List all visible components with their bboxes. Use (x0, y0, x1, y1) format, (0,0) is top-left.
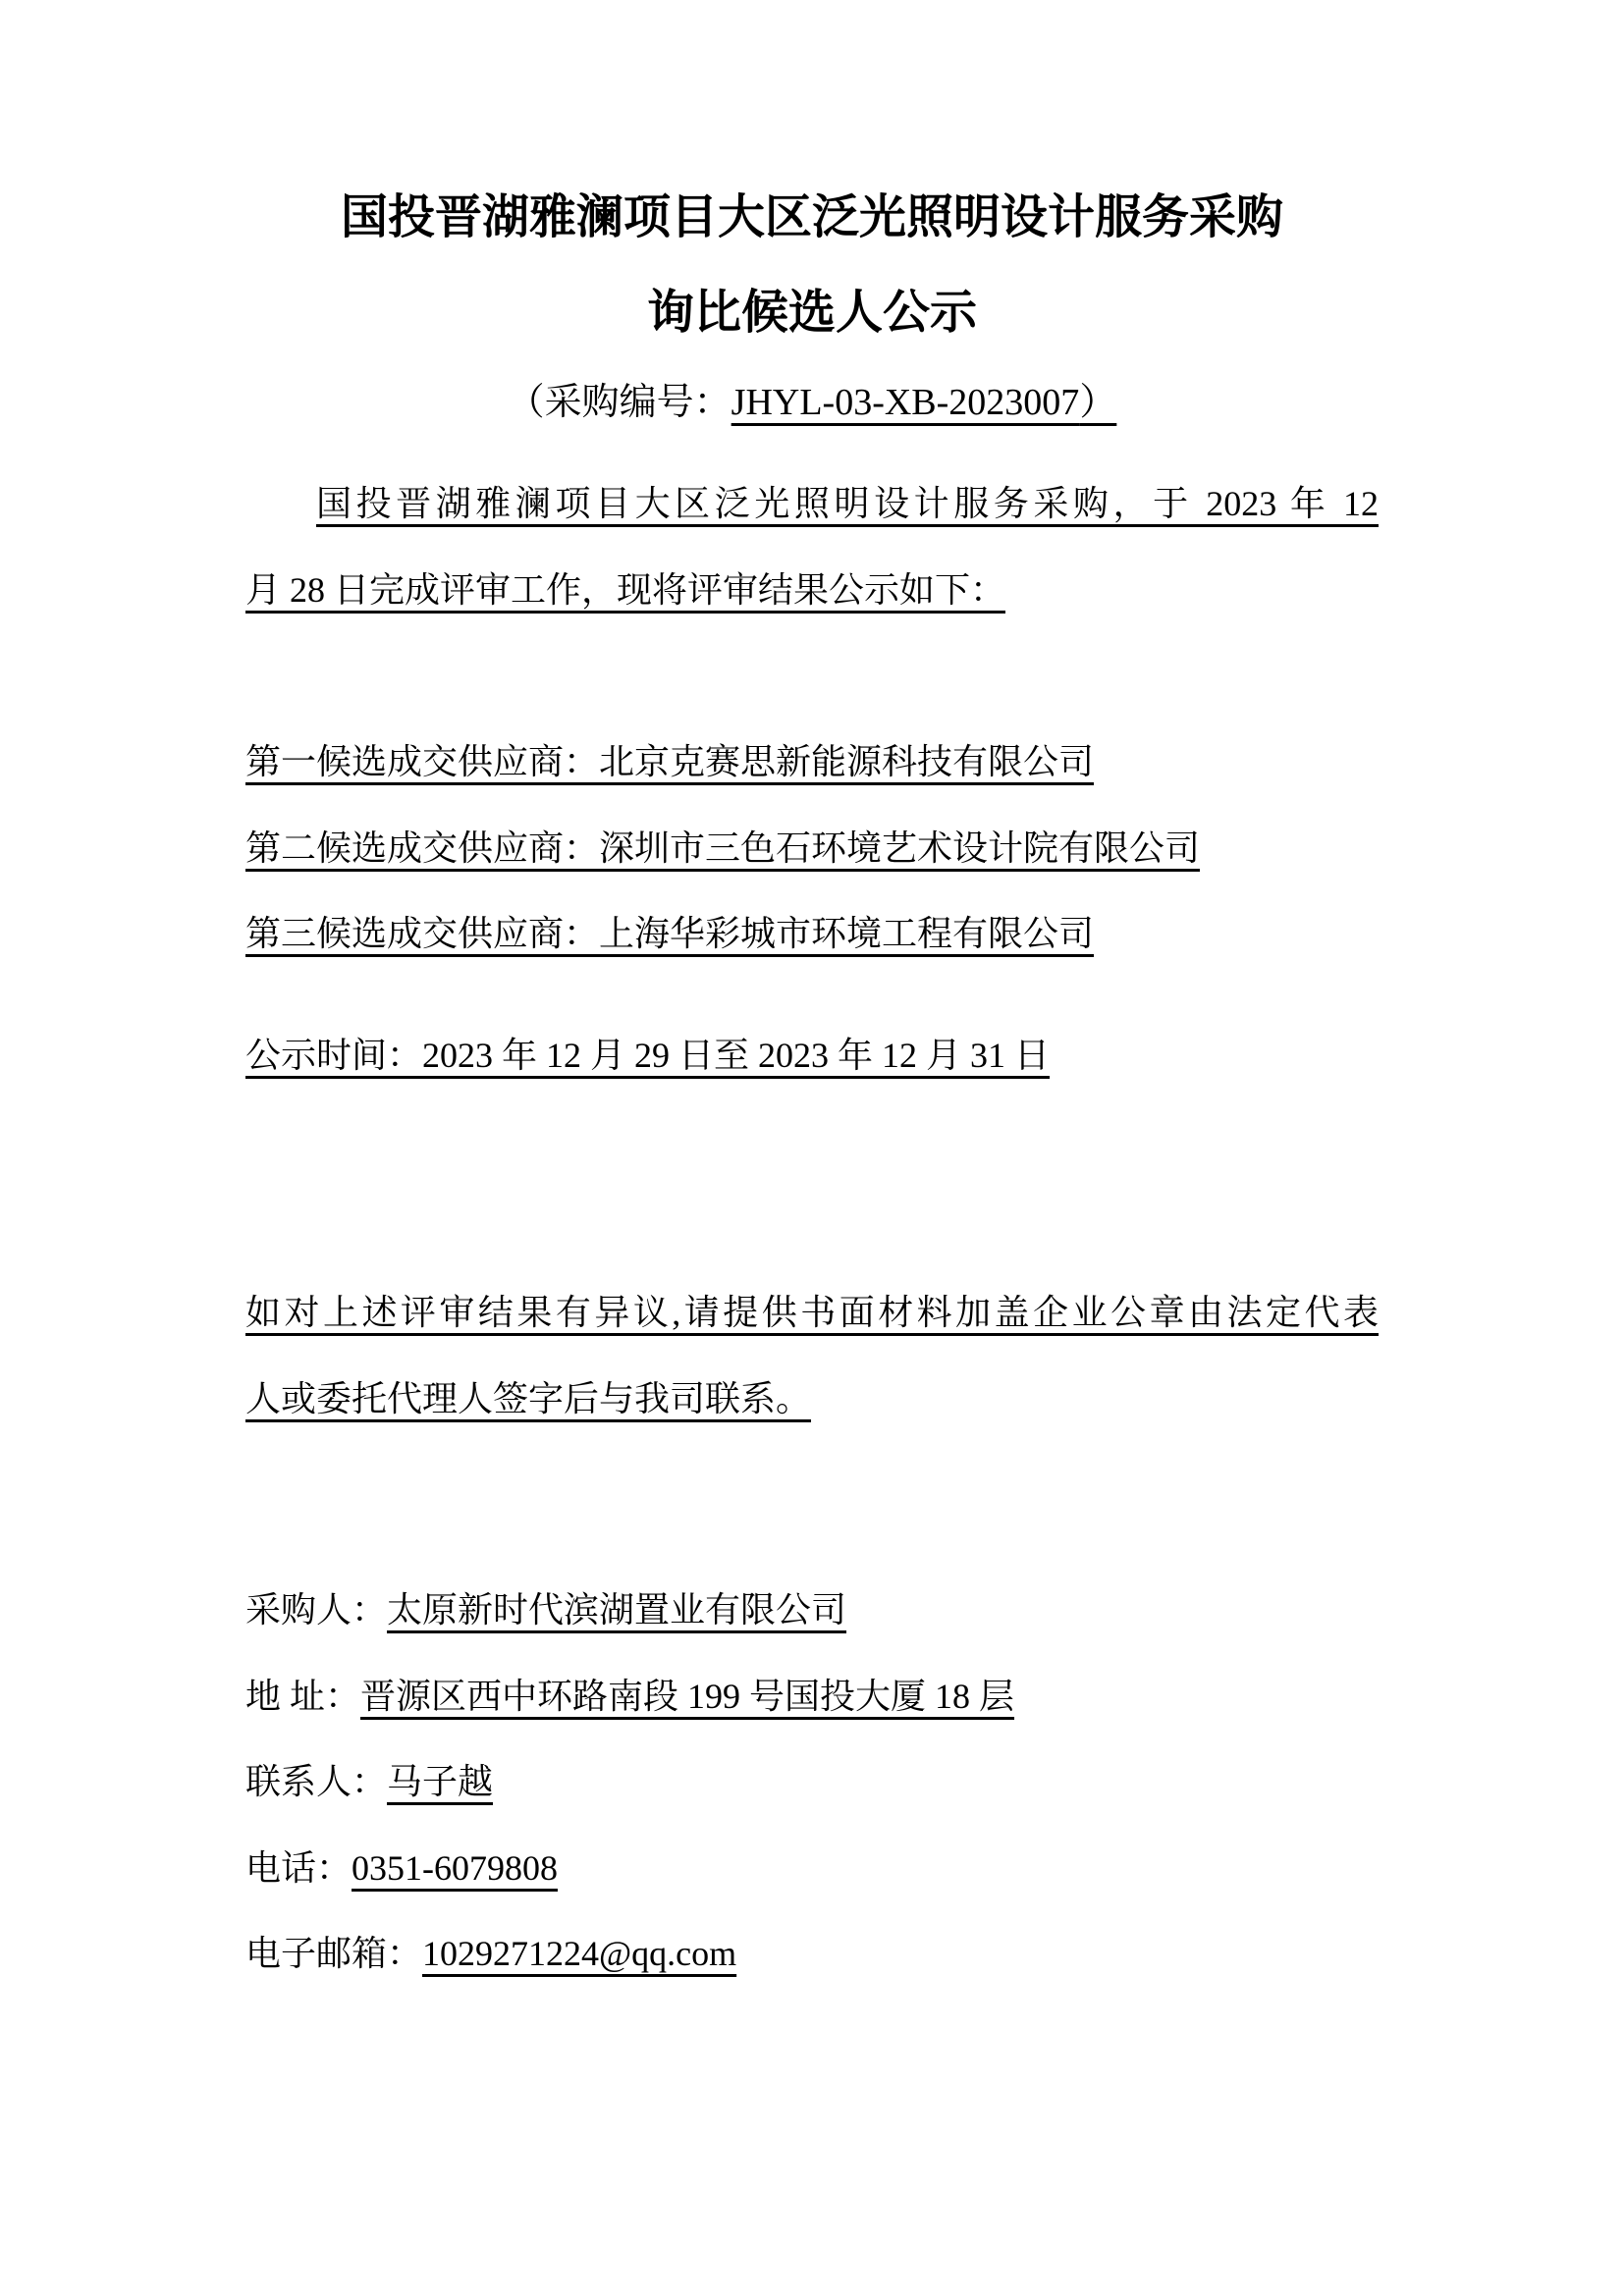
objection-paragraph-line1: 如对上述评审结果有异议,请提供书面材料加盖企业公章由法定代表 (245, 1293, 1379, 1332)
candidate-list (245, 720, 1379, 978)
intro-paragraph (245, 461, 1379, 633)
candidate-2-line: 第二候选成交供应商：深圳市三色石环境艺术设计院有限公司 (245, 828, 1201, 868)
intro-paragraph-line2: 月 28 日完成评审工作，现将评审结果公示如下： (245, 569, 1006, 610)
candidate-3-line: 第三候选成交供应商：上海华彩城市环境工程有限公司 (245, 914, 1095, 953)
buyer-row (245, 1568, 1379, 1654)
intro-paragraph-line1: 国投晋湖雅澜项目大区泛光照明设计服务采购，于 2023 年 12 (316, 484, 1379, 523)
email-row (245, 1911, 1379, 1998)
publicity-period-section (245, 1013, 1379, 1099)
buyer-value: 太原新时代滨湖置业有限公司 (387, 1590, 847, 1629)
address-value: 晋源区西中环路南段 199 号国投大厦 18 层 (360, 1676, 1015, 1716)
phone-row (245, 1826, 1379, 1912)
objection-paragraph (245, 1270, 1379, 1442)
procurement-number-value: JHYL-03-XB-2023007 (731, 382, 1080, 423)
procurement-number-suffix: ） (1079, 382, 1117, 423)
address-label: 地 址： (245, 1676, 361, 1716)
phone-label: 电话： (245, 1847, 352, 1888)
procurement-number-line (245, 375, 1379, 430)
document-title-line1: 国投晋湖雅澜项目大区泛光照明设计服务采购 (340, 191, 1283, 243)
procurement-number-prefix: （采购编号： (507, 382, 731, 423)
phone-value: 0351-6079808 (352, 1847, 559, 1888)
contact-person-label: 联系人： (245, 1762, 388, 1801)
contact-person-row (245, 1739, 1379, 1826)
email-value: 1029271224@qq.com (422, 1934, 737, 1973)
email-label: 电子邮箱： (245, 1934, 423, 1973)
address-row (245, 1654, 1379, 1740)
contact-block (245, 1568, 1379, 1998)
buyer-label: 采购人： (245, 1590, 388, 1629)
candidate-1-line: 第一候选成交供应商：北京克赛思新能源科技有限公司 (245, 742, 1095, 781)
contact-person-value: 马子越 (387, 1762, 494, 1801)
document-title-line2: 询比候选人公示 (646, 287, 977, 339)
objection-paragraph-line2: 人或委托代理人签字后与我司联系。 (245, 1378, 812, 1418)
publicity-period-line: 公示时间：2023 年 12 月 29 日至 2023 年 12 月 31 日 (245, 1036, 1051, 1075)
